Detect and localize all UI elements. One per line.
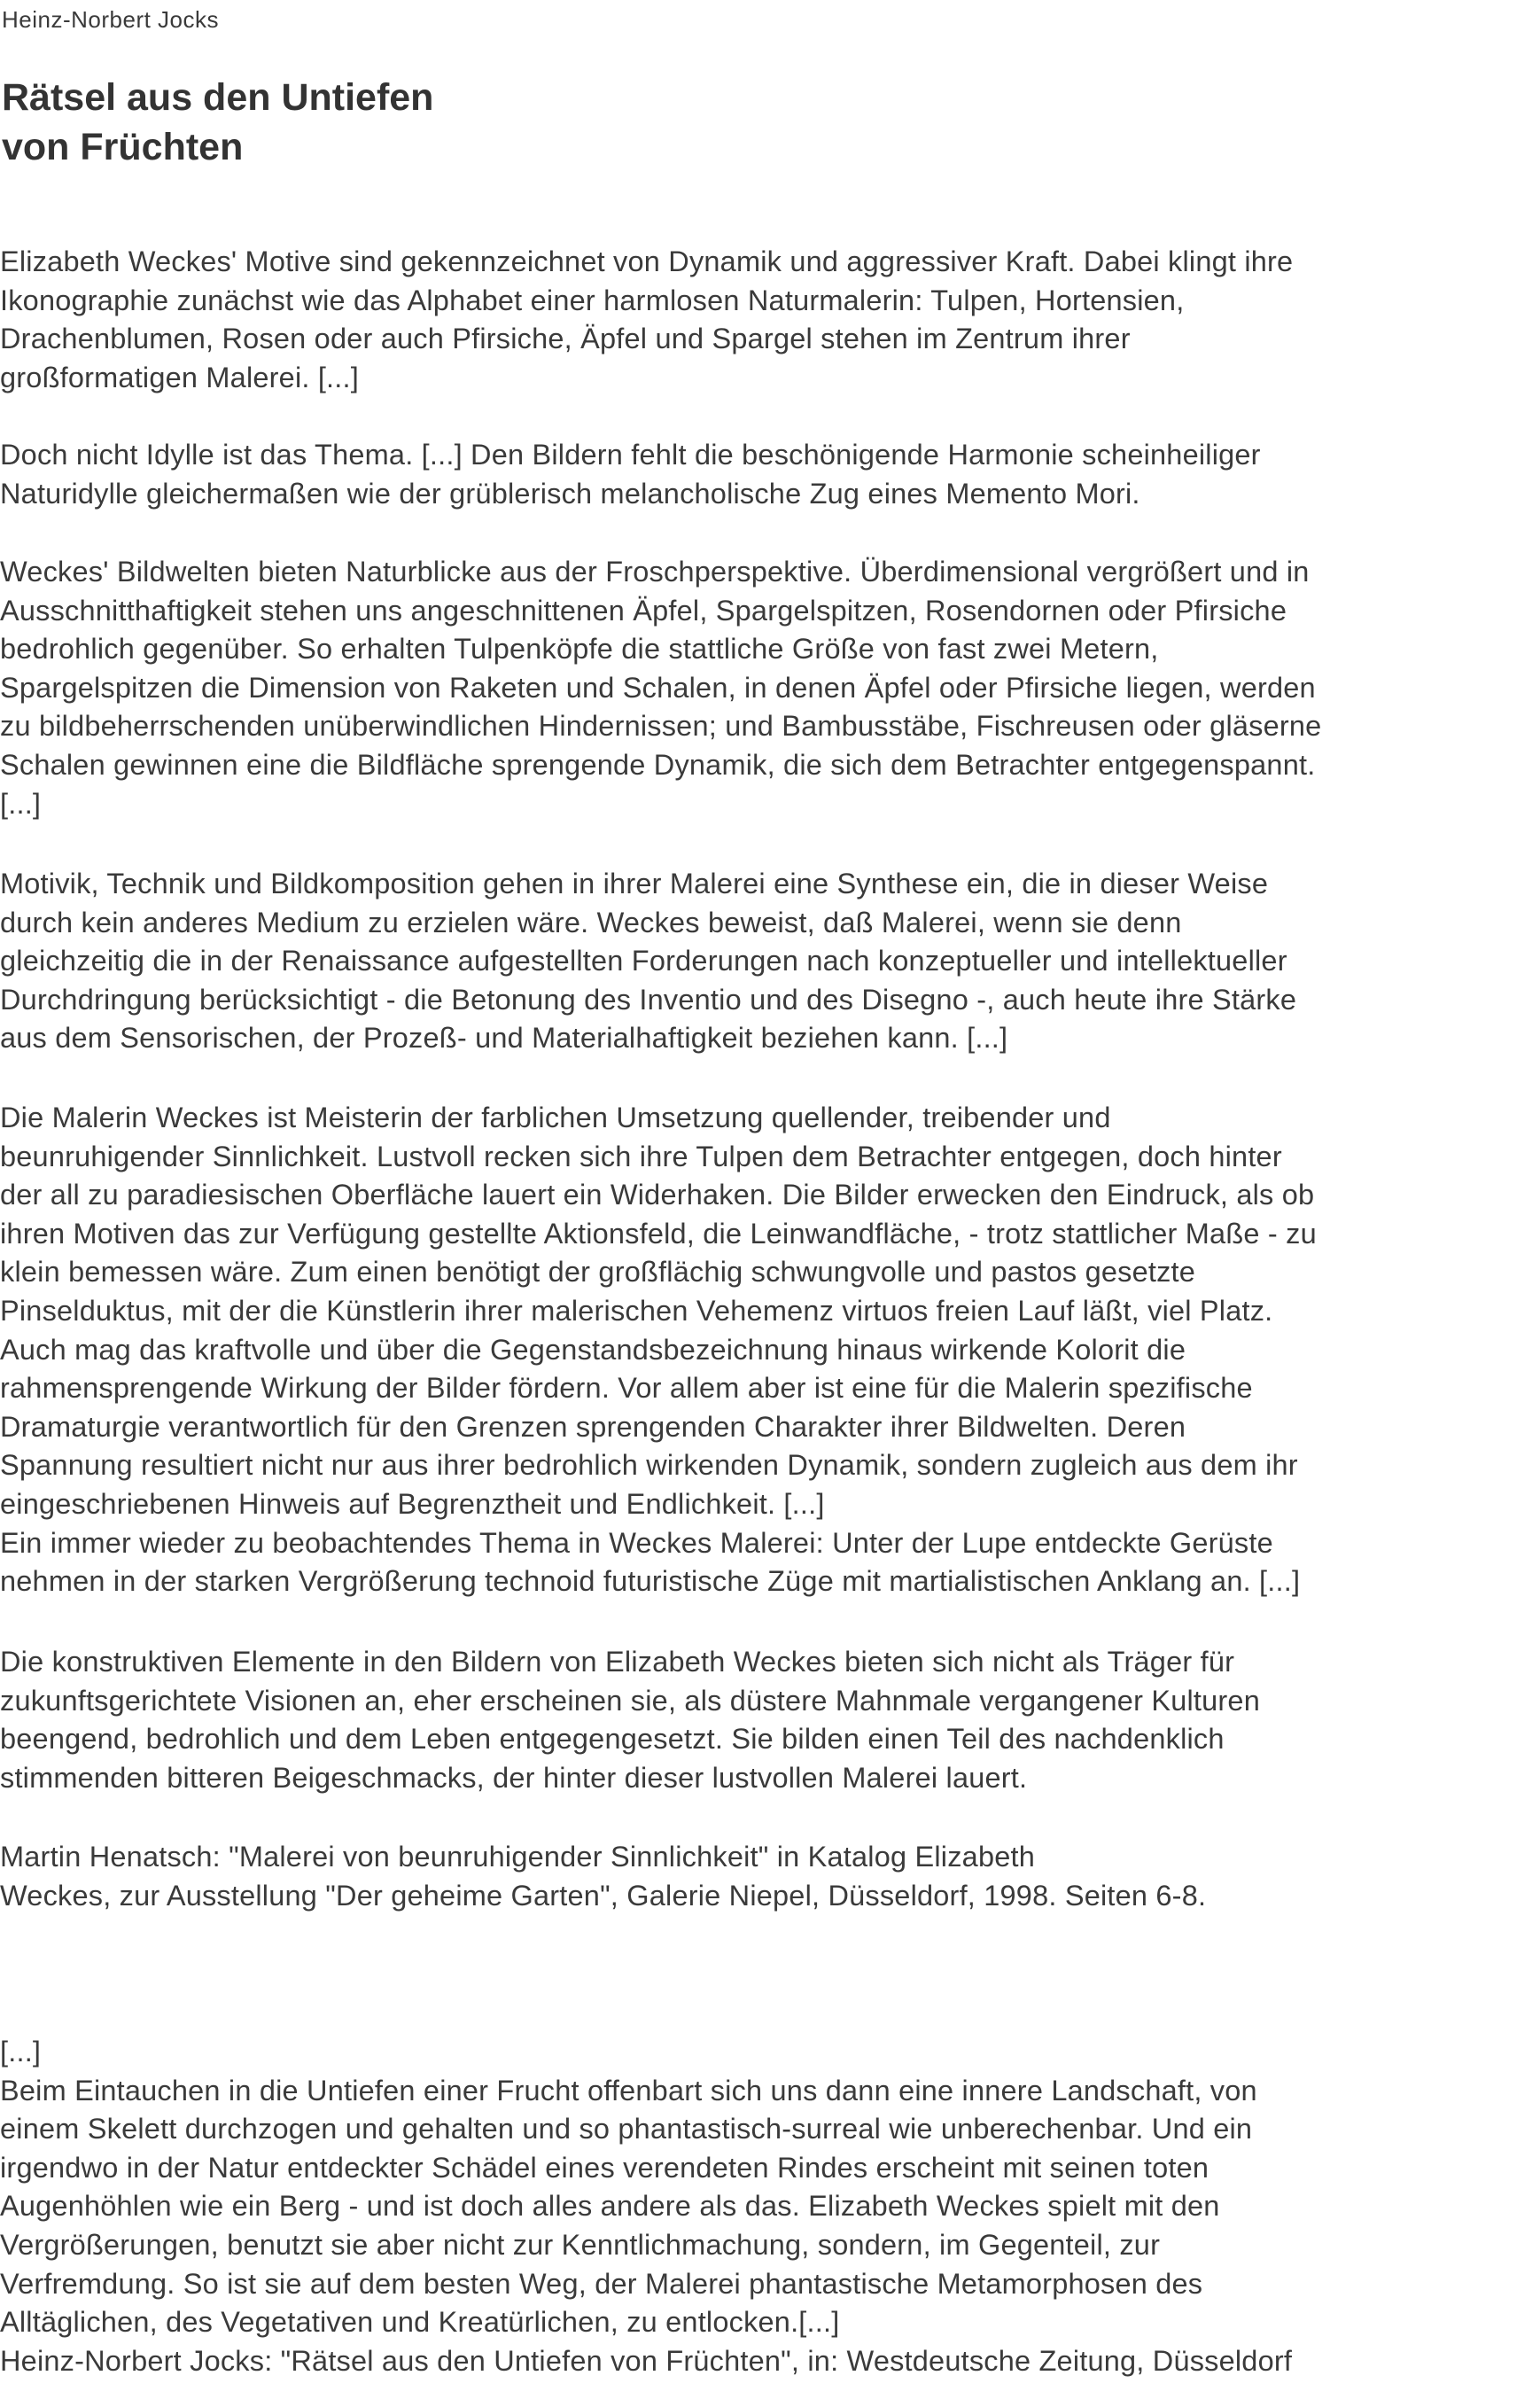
text-line: Vergrößerungen, benutzt sie aber nicht zur Kenntlichmachung, sondern, im Gegenteil, zur bbox=[0, 2228, 1161, 2261]
text-line: Alltäglichen, des Vegetativen und Kreatürlichen, zu entlocken.[...] bbox=[0, 2306, 840, 2339]
text-line: durch kein anderes Medium zu erzielen wäre. Weckes beweist, daß Malerei, wenn sie denn bbox=[0, 906, 1182, 938]
title-line-1: Rätsel aus den Untiefen bbox=[2, 76, 434, 119]
text-line: zu bildbeherrschenden unüberwindlichen Hindernissen; und Bambusstäbe, Fischreusen oder gläserne bbox=[0, 710, 1322, 743]
text-line: Ein immer wieder zu beobachtendes Thema in Weckes Malerei: Unter der Lupe entdeckte Gerüste bbox=[0, 1526, 1273, 1559]
text-line: eingeschriebenen Hinweis auf Begrenztheit und Endlichkeit. [...] bbox=[0, 1487, 825, 1520]
text-line: ihren Motiven das zur Verfügung gestellte Aktionsfeld, die Leinwandfläche, - trotz stattlicher Maße - zu bbox=[0, 1217, 1317, 1250]
text-line: Beim Eintauchen in die Untiefen einer Frucht offenbart sich uns dann eine innere Landschaft, von bbox=[0, 2074, 1257, 2107]
text-line: aus dem Sensorischen, der Prozeß- und Materialhaftigkeit beziehen kann. [...] bbox=[0, 1022, 1008, 1055]
author-byline: Heinz-Norbert Jocks bbox=[2, 6, 220, 33]
text-line: irgendwo in der Natur entdeckter Schädel eines verendeten Rindes erscheint mit seinen toten bbox=[0, 2151, 1209, 2184]
text-line: beunruhigender Sinnlichkeit. Lustvoll recken sich ihre Tulpen dem Betrachter entgegen, doch hinter bbox=[0, 1140, 1282, 1172]
text-line: Drachenblumen, Rosen oder auch Pfirsiche, Äpfel und Spargel stehen im Zentrum ihrer bbox=[0, 323, 1131, 355]
text-line: stimmenden bitteren Beigeschmacks, der hinter dieser lustvollen Malerei lauert. bbox=[0, 1761, 1028, 1794]
text-line: Durchdringung berücksichtigt - die Betonung des Inventio und des Disegno -, auch heute ihre Stärke bbox=[0, 983, 1297, 1016]
text-line: Die konstruktiven Elemente in den Bildern von Elizabeth Weckes bieten sich nicht als Träger für bbox=[0, 1646, 1235, 1678]
paragraph-bildwelten bbox=[0, 553, 1538, 823]
paragraph-konstruktiv bbox=[0, 1643, 1538, 1797]
text-line: Pinselduktus, mit der die Künstlerin ihrer malerischen Vehemenz virtuos freien Lauf läßt, viel Platz. bbox=[0, 1294, 1273, 1327]
text-line: nehmen in der starken Vergrößerung technoid futuristische Züge mit martialistischen Anklang an. [...] bbox=[0, 1565, 1301, 1598]
text-line: beengend, bedrohlich und dem Leben entgegengesetzt. Sie bilden einen Teil des nachdenklich bbox=[0, 1723, 1225, 1756]
text-line: Naturidylle gleichermaßen wie der grüblerisch melancholische Zug eines Memento Mori. bbox=[0, 477, 1140, 510]
paragraph-untiefen bbox=[0, 2033, 1538, 2380]
text-line: bedrohlich gegenüber. So erhalten Tulpenköpfe die stattliche Größe von fast zwei Metern, bbox=[0, 633, 1159, 666]
article-title bbox=[2, 73, 433, 172]
paragraph-motives bbox=[0, 243, 1538, 397]
text-line: Martin Henatsch: "Malerei von beunruhigender Sinnlichkeit" in Katalog Elizabeth bbox=[0, 1841, 1035, 1873]
text-line: Augenhöhlen wie ein Berg - und ist doch alles andere als das. Elizabeth Weckes spielt mit den bbox=[0, 2190, 1220, 2223]
text-line: zukunftsgerichtete Visionen an, eher erscheinen sie, als düstere Mahnmale vergangener Kulturen bbox=[0, 1684, 1260, 1717]
paragraph-motivik bbox=[0, 865, 1538, 1058]
text-line: Motivik, Technik und Bildkomposition gehen in ihrer Malerei eine Synthese ein, die in dieser Weise bbox=[0, 868, 1269, 900]
text-line: einem Skelett durchzogen und gehalten und so phantastisch-surreal wie unberechenbar. Und ein bbox=[0, 2113, 1253, 2146]
paragraph-idyll bbox=[0, 436, 1538, 513]
text-line: Schalen gewinnen eine die Bildfläche sprengende Dynamik, die sich dem Betrachter entgegenspannt. bbox=[0, 748, 1316, 781]
text-line: Verfremdung. So ist sie auf dem besten Weg, der Malerei phantastische Metamorphosen des bbox=[0, 2267, 1203, 2300]
text-line: großformatigen Malerei. [...] bbox=[0, 361, 359, 393]
text-line: Spannung resultiert nicht nur aus ihrer bedrohlich wirkenden Dynamik, sondern zugleich aus dem ihr bbox=[0, 1449, 1298, 1482]
text-line: Weckes, zur Ausstellung "Der geheime Garten", Galerie Niepel, Düsseldorf, 1998. Seiten 6-8. bbox=[0, 1879, 1207, 1912]
text-line: Die Malerin Weckes ist Meisterin der farblichen Umsetzung quellender, treibender und bbox=[0, 1102, 1111, 1133]
text-line: Doch nicht Idylle ist das Thema. [...] Den Bildern fehlt die beschönigende Harmonie scheinheiliger bbox=[0, 439, 1261, 471]
text-line: [...] bbox=[0, 2036, 42, 2068]
text-line: Auch mag das kraftvolle und über die Gegenstandsbezeichnung hinaus wirkende Kolorit die bbox=[0, 1333, 1186, 1366]
text-line: gleichzeitig die in der Renaissance aufgestellten Forderungen nach konzeptueller und intellektueller bbox=[0, 945, 1287, 977]
title-line-2: von Früchten bbox=[2, 126, 244, 168]
text-line: rahmensprengende Wirkung der Bilder fördern. Vor allem aber ist eine für die Malerin spezifische bbox=[0, 1372, 1253, 1405]
text-line: der all zu paradiesischen Oberfläche lauert ein Widerhaken. Die Bilder erwecken den Eindruck, als ob bbox=[0, 1179, 1315, 1211]
paragraph-malerin bbox=[0, 1099, 1538, 1601]
text-line: Elizabeth Weckes' Motive sind gekennzeichnet von Dynamik und aggressiver Kraft. Dabei klingt ihre bbox=[0, 245, 1294, 277]
text-line: Spargelspitzen die Dimension von Raketen und Schalen, in denen Äpfel oder Pfirsiche liegen, werden bbox=[0, 671, 1316, 704]
citation-henatsch bbox=[0, 1838, 1538, 1915]
text-line: Dramaturgie verantwortlich für den Grenzen sprengenden Charakter ihrer Bildwelten. Deren bbox=[0, 1410, 1186, 1443]
text-line: Heinz-Norbert Jocks: "Rätsel aus den Untiefen von Früchten", in: Westdeutsche Zeitung, Düsseldorf bbox=[0, 2344, 1293, 2377]
text-line: klein bemessen wäre. Zum einen benötigt der großflächig schwungvolle und pastos gesetzte bbox=[0, 1256, 1196, 1289]
text-line: Weckes' Bildwelten bieten Naturblicke aus der Froschperspektive. Überdimensional vergrößert und in bbox=[0, 556, 1310, 588]
text-line: Ikonographie zunächst wie das Alphabet einer harmlosen Naturmalerin: Tulpen, Hortensien, bbox=[0, 284, 1185, 316]
text-line: Ausschnitthaftigkeit stehen uns angeschnittenen Äpfel, Spargelspitzen, Rosendornen oder Pfirsiche bbox=[0, 594, 1287, 627]
text-line: [...] bbox=[0, 787, 42, 820]
